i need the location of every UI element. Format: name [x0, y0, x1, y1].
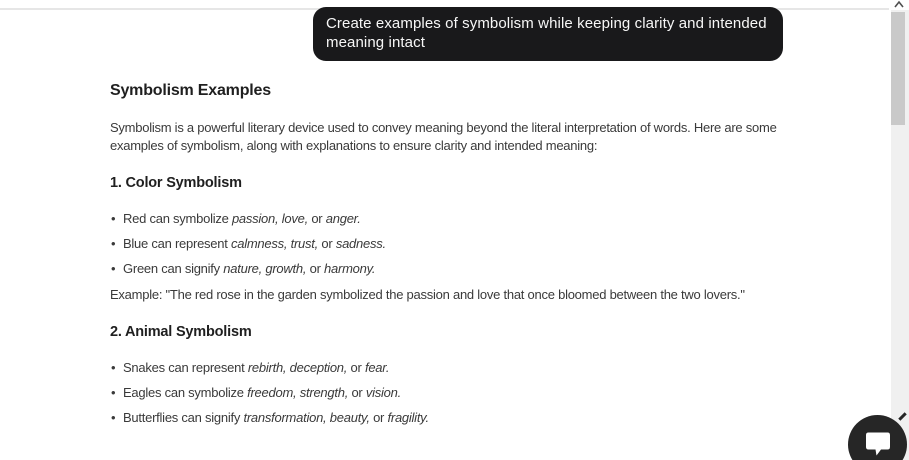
- list-item: [110, 261, 828, 277]
- bullet-italic: nature, growth,: [223, 261, 307, 276]
- page-title: Symbolism Examples: [110, 82, 271, 99]
- bullet-italic: anger.: [325, 211, 361, 226]
- bullet-italic: freedom, strength,: [247, 385, 349, 400]
- chat-bubble-icon: [863, 431, 893, 459]
- bullet-italic: transformation, beauty,: [243, 410, 370, 425]
- bullet-text: Butterflies can signify: [123, 410, 244, 425]
- bullet-text: or: [347, 360, 365, 375]
- bullet-text: or: [369, 410, 388, 425]
- list-item: [110, 211, 828, 227]
- bullet-text: Red can symbolize: [123, 211, 232, 226]
- list-item: [110, 385, 828, 401]
- list-item: [110, 410, 828, 426]
- bullet-text: or: [318, 236, 336, 251]
- bullet-text: or: [348, 385, 366, 400]
- bullet-text: or: [307, 211, 326, 226]
- color-symbolism-list: [110, 211, 828, 277]
- scrollbar-thumb[interactable]: [891, 12, 905, 125]
- bullet-italic: calmness, trust,: [230, 236, 319, 251]
- section-heading-animal-symbolism: 2. Animal Symbolism: [110, 324, 252, 340]
- bullet-italic: passion, love,: [231, 211, 308, 226]
- bullet-text: Snakes can represent: [123, 360, 248, 375]
- bullet-italic: sadness.: [335, 236, 386, 251]
- list-item: [110, 236, 828, 252]
- animal-symbolism-list: [110, 360, 828, 426]
- example-paragraph: Example: "The red rose in the garden symbolized the passion and love that once bloomed between the two lovers.": [110, 287, 745, 302]
- bullet-italic: rebirth, deception,: [247, 360, 348, 375]
- bullet-text: or: [306, 261, 325, 276]
- bullet-italic: harmony.: [324, 261, 376, 276]
- bullet-italic: vision.: [365, 385, 401, 400]
- prompt-bubble: [313, 7, 783, 61]
- list-item: [110, 360, 828, 376]
- chevron-up-icon[interactable]: [893, 0, 905, 9]
- section-heading-color-symbolism: 1. Color Symbolism: [110, 175, 242, 191]
- bullet-text: Blue can represent: [123, 236, 231, 251]
- scrollbar-track[interactable]: [891, 10, 909, 460]
- bullet-italic: fear.: [364, 360, 390, 375]
- intro-paragraph: Symbolism is a powerful literary device used to convey meaning beyond the literal interpretation of words. Here are some examples of symbolism, along with explanations to ensure clarity and intended meaning:: [110, 120, 777, 153]
- prompt-bubble-text: Create examples of symbolism while keeping clarity and intended meaning intact: [326, 15, 767, 51]
- bullet-text: Eagles can symbolize: [123, 385, 248, 400]
- bullet-italic: fragility.: [387, 410, 429, 425]
- document-content: [110, 82, 828, 435]
- bullet-text: Green can signify: [123, 261, 224, 276]
